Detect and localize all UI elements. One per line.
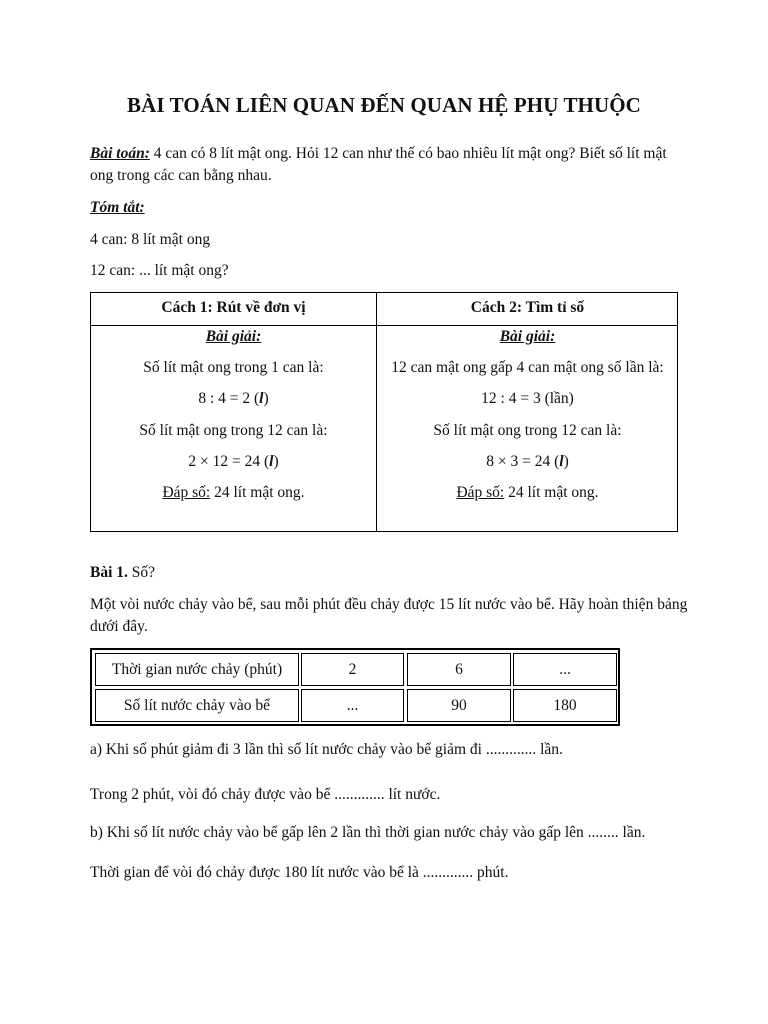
- method-1-calc-1: 8 : 4 = 2 (l): [198, 390, 269, 407]
- method-1-line-2: Số lít mật ong trong 12 can là:: [139, 422, 328, 439]
- problem-label: Bài toán:: [90, 145, 150, 162]
- methods-table-header-divider: [91, 325, 677, 326]
- method-2-line-2: Số lít mật ong trong 12 can là:: [433, 422, 622, 439]
- method-2-solution-label: Bài giải:: [499, 328, 556, 345]
- question-b-2: Thời gian để vòi đó chảy được 180 lít nước vào bể là ............. phút.: [90, 864, 509, 881]
- method-2-line-1: 12 can mật ong gấp 4 can mật ong số lần là:: [391, 359, 664, 376]
- summary-label: Tóm tắt:: [90, 199, 145, 216]
- flow-table-cell: 6: [407, 653, 511, 686]
- problem-text: 4 can có 8 lít mật ong. Hỏi 12 can như thế có bao nhiêu lít mật ong? Biết số lít mật ong trong các can bằng nhau.: [90, 145, 667, 184]
- exercise-1-heading: [90, 562, 155, 584]
- exercise-1-prompt: Số?: [127, 564, 156, 581]
- methods-table: [90, 292, 678, 532]
- flow-table: [90, 648, 620, 726]
- flow-table-cell: ...: [513, 653, 617, 686]
- exercise-1-label: Bài 1.: [90, 564, 128, 581]
- method-1-answer: Đáp số: 24 lít mật ong.: [162, 484, 305, 501]
- method-2-calc-2: 8 × 3 = 24 (l): [486, 453, 569, 470]
- method-1-line-1: Số lít mật ong trong 1 can là:: [143, 359, 324, 376]
- flow-table-cell: 90: [407, 689, 511, 722]
- question-a: a) Khi số phút giảm đi 3 lần thì số lít nước chảy vào bể giảm đi ............. lần.: [90, 741, 563, 758]
- exercise-1-text: Một vòi nước chảy vào bể, sau mỗi phút đều chảy được 15 lít nước vào bể. Hãy hoàn thiện bảng dưới đây.: [90, 596, 688, 635]
- page-title: BÀI TOÁN LIÊN QUAN ĐẾN QUAN HỆ PHỤ THUỘC: [127, 93, 641, 117]
- flow-table-cell: 180: [513, 689, 617, 722]
- flow-table-cell: 2: [301, 653, 404, 686]
- summary-heading: [90, 197, 145, 219]
- flow-table-cell: Thời gian nước chảy (phút): [95, 653, 299, 686]
- method-1-solution-label: Bài giải:: [205, 328, 262, 345]
- summary-line-1: 4 can: 8 lít mật ong: [90, 231, 211, 248]
- method-1-header: Cách 1: Rút về đơn vị: [161, 299, 306, 316]
- method-2-answer: Đáp số: 24 lít mật ong.: [456, 484, 599, 501]
- flow-table-cell: ...: [301, 689, 404, 722]
- problem-statement: [90, 143, 690, 187]
- method-2-calc-1: 12 : 4 = 3 (lần): [481, 390, 574, 407]
- method-2-header: Cách 2: Tìm tỉ số: [470, 299, 585, 316]
- flow-table-cell: Số lít nước chảy vào bể: [95, 689, 299, 722]
- question-a-2: Trong 2 phút, vòi đó chảy được vào bể ............. lít nước.: [90, 786, 441, 803]
- summary-line-2: 12 can: ... lít mật ong?: [90, 262, 229, 279]
- method-1-calc-2: 2 × 12 = 24 (l): [188, 453, 279, 470]
- question-b: b) Khi số lít nước chảy vào bể gấp lên 2 lần thì thời gian nước chảy vào gấp lên ........ lần.: [90, 824, 646, 841]
